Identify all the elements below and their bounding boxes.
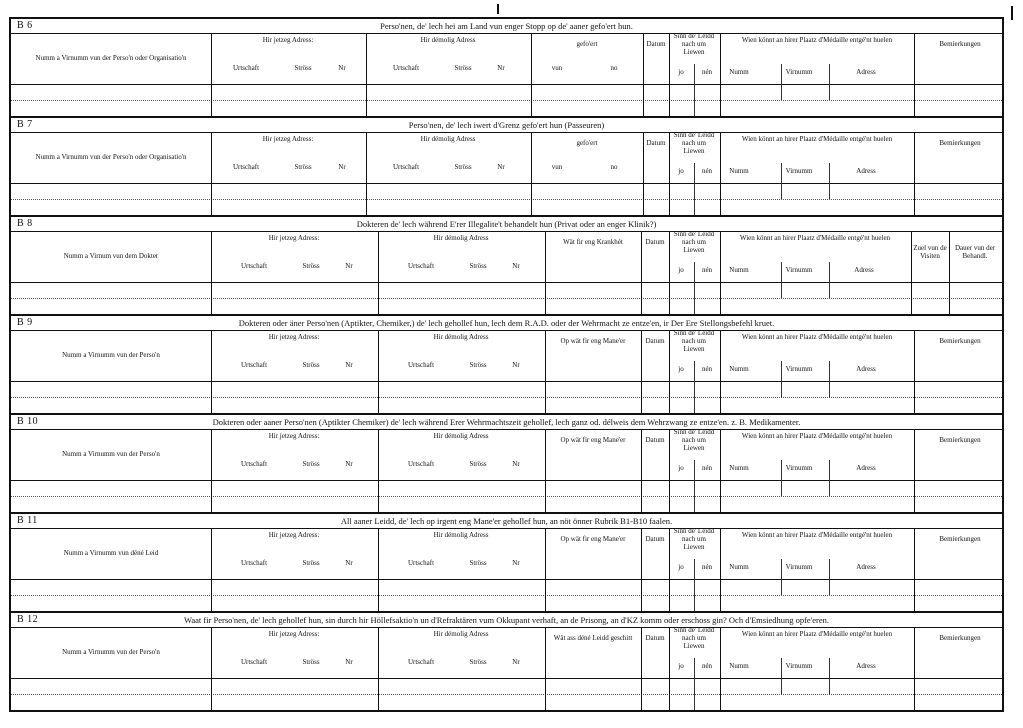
- section-title-bar: [11, 316, 1002, 331]
- column-divider: [378, 628, 379, 710]
- subcolumn-divider: [781, 658, 782, 694]
- col-medal-label: Wien könnt an hirer Plaatz d'Médaille entgé'nt huelen: [741, 36, 893, 44]
- sub-medal-address-label: Adress: [856, 464, 876, 472]
- col-date-label: Datum: [645, 238, 665, 246]
- sub-nr-label: Nr: [512, 361, 520, 369]
- sub-town-label: Urtschaft: [240, 460, 268, 468]
- col-old-address-label: Hir démolig Adress: [433, 531, 489, 539]
- col-old-address-label: Hir démolig Adress: [433, 432, 489, 440]
- col-meaning-label: Sinn de' Leidd nach um Liewen: [673, 626, 715, 650]
- subcolumn-divider: [694, 559, 695, 611]
- column-divider: [545, 529, 546, 611]
- col-meaning-label: Sinn de' Leidd nach um Liewen: [673, 32, 715, 56]
- sub-street-label: Ströss: [302, 262, 320, 270]
- sub-no-label: nén: [701, 563, 713, 571]
- column-divider: [720, 331, 721, 413]
- col-mid-label: gefo'ert: [576, 139, 598, 147]
- sub-street-label: Ströss: [302, 361, 320, 369]
- subcolumn-divider: [829, 559, 830, 595]
- sub-yes-label: jo: [678, 464, 684, 472]
- col-old-address-label: Hir démolig Adress: [420, 135, 476, 143]
- col-name-label: Numm a Virnumm vun der Perso'n oder Organisatio'n: [35, 54, 187, 62]
- column-divider: [914, 34, 915, 116]
- subcolumn-divider: [781, 361, 782, 397]
- column-divider: [641, 430, 642, 512]
- sub-yes-label: jo: [678, 266, 684, 274]
- section-id: B 6: [17, 20, 33, 31]
- column-divider: [949, 232, 950, 314]
- column-divider: [211, 133, 212, 215]
- sub-nr-label: Nr: [338, 163, 346, 171]
- column-divider: [641, 232, 642, 314]
- column-divider: [545, 430, 546, 512]
- column-divider: [720, 529, 721, 611]
- sub-town-label: Urtschaft: [232, 163, 260, 171]
- sub-mid-b-label: no: [610, 163, 618, 171]
- table-header: [11, 529, 1002, 580]
- section-title: Waat fir Perso'nen, de' lech gehollef hun, sin durch hir Höllefsaktio'n un d'Refraktären vum Okkupant verhaft, an de Prisong, an d'KZ komm oder erschoss gin? Och d'Emsiedhung opfe'eren.: [183, 615, 829, 625]
- column-divider: [641, 331, 642, 413]
- table-row[interactable]: [11, 100, 1002, 116]
- col-current-address-label: Hir jetzeg Adress:: [262, 36, 314, 44]
- sub-medal-address-label: Adress: [856, 563, 876, 571]
- column-divider: [531, 34, 532, 116]
- sub-yes-label: jo: [678, 563, 684, 571]
- sub-medal-name-label: Numm: [729, 365, 749, 373]
- sub-yes-label: jo: [678, 68, 684, 76]
- table-row[interactable]: [11, 282, 1002, 299]
- section-id: B 12: [17, 614, 39, 625]
- table-row[interactable]: [11, 298, 1002, 314]
- col-medal-label: Wien könnt an hirer Plaatz d'Médaille entgé'nt huelen: [741, 630, 893, 638]
- section-title-bar: [11, 613, 1002, 628]
- subcolumn-divider: [781, 64, 782, 100]
- sub-mid-b-label: no: [610, 64, 618, 72]
- sub-no-label: nén: [701, 464, 713, 472]
- sub-town-label: Urtschaft: [407, 658, 435, 666]
- sub-yes-label: jo: [678, 662, 684, 670]
- column-divider: [914, 331, 915, 413]
- form-section: [9, 116, 1004, 215]
- col-current-address-label: Hir jetzeg Adress:: [268, 333, 320, 341]
- sub-nr-label: Nr: [497, 64, 505, 72]
- column-divider: [914, 628, 915, 710]
- table-row[interactable]: [11, 496, 1002, 512]
- section-table: [11, 331, 1002, 413]
- section-title-bar: [11, 118, 1002, 133]
- sub-no-label: nén: [701, 167, 713, 175]
- sub-nr-label: Nr: [512, 262, 520, 270]
- column-divider: [914, 430, 915, 512]
- col-mid-label: Wät ass déné Leidd geschitt: [553, 634, 633, 642]
- sub-street-label: Ströss: [469, 262, 487, 270]
- subcolumn-divider: [694, 361, 695, 413]
- column-divider: [914, 133, 915, 215]
- section-table: [11, 232, 1002, 314]
- column-divider: [366, 34, 367, 116]
- table-row[interactable]: [11, 84, 1002, 101]
- column-divider: [720, 133, 721, 215]
- col-date-label: Datum: [646, 40, 666, 48]
- sub-street-label: Ströss: [302, 559, 320, 567]
- sub-town-label: Urtschaft: [392, 64, 420, 72]
- column-divider: [378, 232, 379, 314]
- col-current-address-label: Hir jetzeg Adress:: [268, 630, 320, 638]
- sub-no-label: nén: [701, 662, 713, 670]
- sub-no-label: nén: [701, 68, 713, 76]
- questionnaire-form: [9, 17, 1004, 712]
- column-divider: [545, 232, 546, 314]
- subcolumn-divider: [781, 460, 782, 496]
- col-medal-label: Wien könnt an hirer Plaatz d'Médaille entgé'nt huelen: [741, 333, 893, 341]
- sub-medal-first-label: Virnumm: [785, 464, 813, 472]
- col-current-address-label: Hir jetzeg Adress:: [262, 135, 314, 143]
- table-header: [11, 34, 1002, 85]
- sub-medal-name-label: Numm: [729, 563, 749, 571]
- col-current-address-label: Hir jetzeg Adress:: [268, 234, 320, 242]
- sub-medal-name-label: Numm: [729, 68, 749, 76]
- col-old-address-label: Hir démolig Adress: [433, 234, 489, 242]
- table-row[interactable]: [11, 199, 1002, 215]
- column-divider: [545, 331, 546, 413]
- sub-street-label: Ströss: [302, 460, 320, 468]
- column-divider: [914, 529, 915, 611]
- sub-town-label: Urtschaft: [407, 262, 435, 270]
- sub-medal-name-label: Numm: [729, 464, 749, 472]
- section-title-bar: [11, 415, 1002, 430]
- sub-town-label: Urtschaft: [407, 559, 435, 567]
- col-date-label: Datum: [645, 436, 665, 444]
- table-row[interactable]: [11, 480, 1002, 497]
- table-row[interactable]: [11, 381, 1002, 398]
- col-date-label: Datum: [645, 535, 665, 543]
- col-remarks-label: Bemierkungen: [939, 40, 981, 48]
- column-divider: [531, 133, 532, 215]
- section-title: Perso'nen, de' lech iwert d'Grenz gefo'ert hun (Passeuren): [408, 120, 605, 130]
- subcolumn-divider: [829, 460, 830, 496]
- col-old-address-label: Hir démolig Adress: [433, 630, 489, 638]
- col-meaning-label: Sinn de' Leidd nach um Liewen: [673, 329, 715, 353]
- table-header: [11, 430, 1002, 481]
- sub-street-label: Ströss: [469, 460, 487, 468]
- sub-nr-label: Nr: [345, 361, 353, 369]
- sub-street-label: Ströss: [454, 163, 472, 171]
- table-row[interactable]: [11, 678, 1002, 695]
- sub-nr-label: Nr: [345, 658, 353, 666]
- registration-mark-top: [497, 4, 499, 14]
- column-divider: [211, 628, 212, 710]
- table-row[interactable]: [11, 183, 1002, 200]
- sub-street-label: Ströss: [469, 361, 487, 369]
- col-medal-label: Wien könnt an hirer Plaatz d'Médaille entgé'nt huelen: [741, 432, 893, 440]
- table-header: [11, 232, 1002, 283]
- column-divider: [720, 628, 721, 710]
- table-header: [11, 133, 1002, 184]
- sub-street-label: Ströss: [294, 163, 312, 171]
- form-section: [9, 17, 1004, 116]
- col-medal-label: Wien könnt an hirer Plaatz d'Médaille entgé'nt huelen: [741, 135, 893, 143]
- sub-nr-label: Nr: [497, 163, 505, 171]
- column-divider: [911, 232, 912, 314]
- sub-nr-label: Nr: [345, 460, 353, 468]
- table-header: [11, 331, 1002, 382]
- column-divider: [669, 430, 670, 512]
- sub-medal-name-label: Numm: [729, 266, 749, 274]
- col-name-label: Numm a Virnumm vun der Perso'n: [62, 450, 160, 458]
- col-name-label: Numm a Virnumm vun der Perso'n oder Organisatio'n: [35, 153, 187, 161]
- sub-medal-first-label: Virnumm: [785, 365, 813, 373]
- column-divider: [720, 430, 721, 512]
- sub-nr-label: Nr: [345, 262, 353, 270]
- sub-no-label: nén: [701, 266, 713, 274]
- sub-yes-label: jo: [678, 167, 684, 175]
- column-divider: [720, 34, 721, 116]
- sub-street-label: Ströss: [302, 658, 320, 666]
- column-divider: [641, 628, 642, 710]
- col-duration-label: Dauer vun der Behandl.: [954, 244, 996, 260]
- subcolumn-divider: [829, 658, 830, 694]
- section-table: [11, 133, 1002, 215]
- sub-street-label: Ströss: [294, 64, 312, 72]
- table-header: [11, 628, 1002, 679]
- col-old-address-label: Hir démolig Adress: [420, 36, 476, 44]
- subcolumn-divider: [829, 163, 830, 199]
- col-remarks-label: Bemierkungen: [939, 337, 981, 345]
- col-mid-label: Op wät fir eng Mane'er: [560, 436, 626, 444]
- column-divider: [211, 430, 212, 512]
- col-mid-label: gefo'ert: [576, 40, 598, 48]
- sub-mid-a-label: vun: [551, 163, 563, 171]
- table-row[interactable]: [11, 397, 1002, 413]
- sub-nr-label: Nr: [338, 64, 346, 72]
- sub-town-label: Urtschaft: [240, 361, 268, 369]
- column-divider: [378, 331, 379, 413]
- section-table: [11, 430, 1002, 512]
- sub-nr-label: Nr: [512, 658, 520, 666]
- section-title-bar: [11, 514, 1002, 529]
- section-title-bar: [11, 19, 1002, 34]
- section-id: B 8: [17, 218, 33, 229]
- sub-nr-label: Nr: [512, 559, 520, 567]
- subcolumn-divider: [694, 64, 695, 116]
- column-divider: [545, 628, 546, 710]
- col-name-label: Numm a Virnum vun dem Dokter: [63, 252, 159, 260]
- section-table: [11, 628, 1002, 710]
- col-current-address-label: Hir jetzeg Adress:: [268, 432, 320, 440]
- column-divider: [643, 34, 644, 116]
- section-title: All aaner Leidd, de' lech op irgent eng Mane'er gehollef hun, an nöt önner Rubrik B1-B10 faalen.: [340, 516, 673, 526]
- col-remarks-label: Bemierkungen: [939, 634, 981, 642]
- table-row[interactable]: [11, 694, 1002, 710]
- col-name-label: Numm a Virnumm vun déné Leid: [63, 549, 159, 557]
- col-meaning-label: Sinn de' Leidd nach um Liewen: [673, 131, 715, 155]
- subcolumn-divider: [694, 460, 695, 512]
- column-divider: [669, 331, 670, 413]
- subcolumn-divider: [694, 262, 695, 314]
- column-divider: [366, 133, 367, 215]
- sub-medal-name-label: Numm: [729, 167, 749, 175]
- sub-street-label: Ströss: [469, 559, 487, 567]
- subcolumn-divider: [694, 163, 695, 215]
- subcolumn-divider: [781, 559, 782, 595]
- section-table: [11, 529, 1002, 611]
- col-medal-label: Wien könnt an hirer Plaatz d'Médaille entgé'nt huelen: [739, 234, 891, 242]
- section-table: [11, 34, 1002, 116]
- section-id: B 10: [17, 416, 39, 427]
- form-section: [9, 314, 1004, 413]
- col-name-label: Numm a Virnumm vun der Perso'n: [62, 648, 160, 656]
- column-divider: [211, 529, 212, 611]
- section-title: Dokteren de' lech während E'rer Illegalite't behandelt hun (Privat oder an enger Klinik?): [356, 219, 657, 229]
- col-remarks-label: Bemierkungen: [939, 535, 981, 543]
- col-medal-label: Wien könnt an hirer Plaatz d'Médaille entgé'nt huelen: [741, 531, 893, 539]
- sub-nr-label: Nr: [512, 460, 520, 468]
- section-title: Dokteren oder äner Perso'nen (Aptikter, Chemiker,) de' lech gehollef hun, lech dem R.A.D. oder der Wehrmacht ze entze'en, ir Der Ere Stellongsbefehl kruet.: [238, 318, 775, 328]
- section-title-bar: [11, 217, 1002, 232]
- section-id: B 11: [17, 515, 38, 526]
- sub-town-label: Urtschaft: [407, 361, 435, 369]
- form-section: [9, 215, 1004, 314]
- column-divider: [669, 232, 670, 314]
- registration-mark-edge: [1011, 6, 1013, 20]
- col-remarks-label: Bemierkungen: [939, 436, 981, 444]
- form-section: [9, 413, 1004, 512]
- sub-street-label: Ströss: [469, 658, 487, 666]
- subcolumn-divider: [781, 163, 782, 199]
- sub-town-label: Urtschaft: [240, 262, 268, 270]
- column-divider: [211, 34, 212, 116]
- sub-town-label: Urtschaft: [232, 64, 260, 72]
- column-divider: [669, 529, 670, 611]
- col-meaning-label: Sinn de' Leidd nach um Liewen: [673, 428, 715, 452]
- sub-town-label: Urtschaft: [240, 559, 268, 567]
- sub-mid-a-label: vun: [551, 64, 563, 72]
- sub-medal-address-label: Adress: [856, 167, 876, 175]
- table-row[interactable]: [11, 579, 1002, 596]
- subcolumn-divider: [829, 361, 830, 397]
- col-date-label: Datum: [646, 139, 666, 147]
- table-row[interactable]: [11, 595, 1002, 611]
- section-id: B 9: [17, 317, 33, 328]
- subcolumn-divider: [829, 64, 830, 100]
- sub-medal-first-label: Virnumm: [785, 266, 813, 274]
- col-date-label: Datum: [645, 634, 665, 642]
- col-mid-label: Wät fir eng Krankhét: [563, 238, 623, 246]
- subcolumn-divider: [694, 658, 695, 710]
- column-divider: [211, 331, 212, 413]
- section-title: Dokteren oder aaner Perso'nen (Aptikter Chemiker) de' lech während Erer Wehrmachtszeit gehollef, lech ganz od. délweis dem Wehrzwang ze entze'en. z. B. Medikamenter.: [212, 417, 801, 427]
- column-divider: [641, 529, 642, 611]
- sub-street-label: Ströss: [454, 64, 472, 72]
- sub-yes-label: jo: [678, 365, 684, 373]
- col-current-address-label: Hir jetzeg Adress:: [268, 531, 320, 539]
- column-divider: [378, 529, 379, 611]
- sub-town-label: Urtschaft: [407, 460, 435, 468]
- sub-medal-address-label: Adress: [854, 266, 874, 274]
- sub-medal-first-label: Virnumm: [785, 563, 813, 571]
- col-mid-label: Op wät fir eng Mane'er: [560, 337, 626, 345]
- section-id: B 7: [17, 119, 33, 130]
- sub-medal-address-label: Adress: [856, 662, 876, 670]
- column-divider: [669, 628, 670, 710]
- column-divider: [643, 133, 644, 215]
- col-meaning-label: Sinn de' Leidd nach um Liewen: [673, 527, 715, 551]
- col-visits-label: Zuel vun de Visiten: [913, 244, 947, 260]
- col-meaning-label: Sinn de' Leidd nach um Liewen: [673, 230, 715, 254]
- sub-no-label: nén: [701, 365, 713, 373]
- section-title: Perso'nen, de' lech hei am Land vun enger Stopp op de' aaner gefo'ert hun.: [380, 21, 633, 31]
- sub-medal-address-label: Adress: [856, 68, 876, 76]
- col-old-address-label: Hir démolig Adress: [433, 333, 489, 341]
- sub-medal-address-label: Adress: [856, 365, 876, 373]
- col-name-label: Numm a Virnumm vun der Perso'n: [62, 351, 160, 359]
- sub-town-label: Urtschaft: [240, 658, 268, 666]
- sub-medal-first-label: Virnumm: [785, 662, 813, 670]
- column-divider: [669, 34, 670, 116]
- col-date-label: Datum: [645, 337, 665, 345]
- column-divider: [720, 232, 721, 314]
- sub-nr-label: Nr: [345, 559, 353, 567]
- column-divider: [669, 133, 670, 215]
- column-divider: [211, 232, 212, 314]
- subcolumn-divider: [829, 262, 830, 298]
- sub-medal-first-label: Virnumm: [785, 167, 813, 175]
- sub-medal-name-label: Numm: [729, 662, 749, 670]
- form-section: [9, 512, 1004, 611]
- column-divider: [378, 430, 379, 512]
- sub-medal-first-label: Virnumm: [785, 68, 813, 76]
- col-mid-label: Op wät fir eng Mane'er: [560, 535, 626, 543]
- col-remarks-label: Bemierkungen: [939, 139, 981, 147]
- subcolumn-divider: [781, 262, 782, 298]
- sub-town-label: Urtschaft: [392, 163, 420, 171]
- form-section: [9, 611, 1004, 712]
